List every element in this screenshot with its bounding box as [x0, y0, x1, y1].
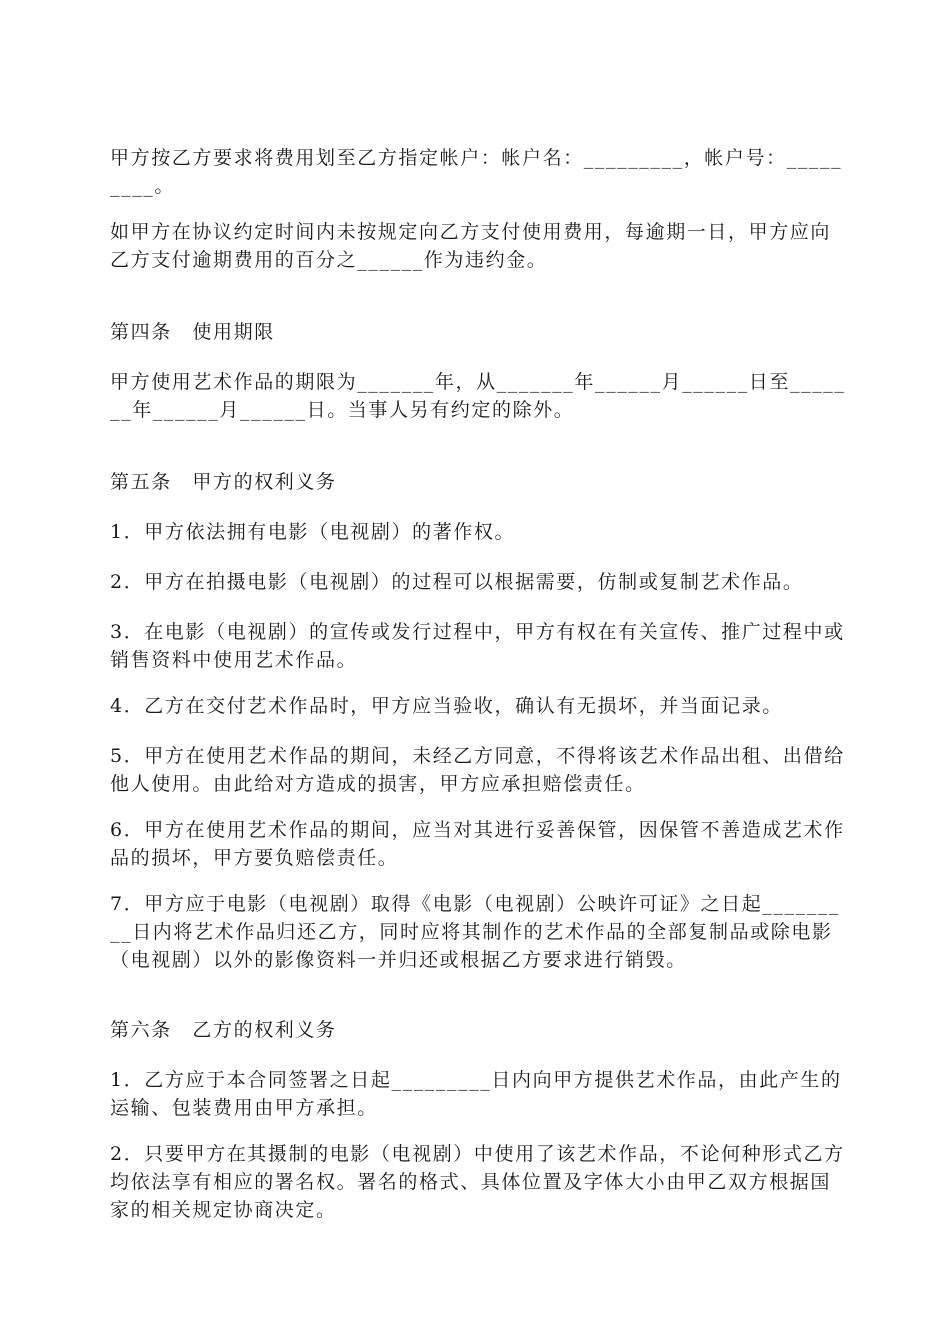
article-5-item-3: 3．在电影（电视剧）的宣传或发行过程中，甲方有权在有关宣传、推广过程中或销售资料中使用艺术作品。 — [110, 621, 845, 671]
article-5-item-5: 5．甲方在使用艺术作品的期间，未经乙方同意，不得将该艺术作品出租、出借给他人使用。由此给对方造成的损害，甲方应承担赔偿责任。 — [110, 745, 845, 795]
article-5-item-1: 1．甲方依法拥有电影（电视剧）的著作权。 — [110, 521, 516, 543]
payment-account-paragraph: 甲方按乙方要求将费用划至乙方指定帐户：帐户名：_________，帐户号：_________。 — [110, 147, 843, 197]
article-5-heading: 第五条 甲方的权利义务 — [110, 471, 337, 493]
article-5-item-6: 6．甲方在使用艺术作品的期间，应当对其进行妥善保管，因保管不善造成艺术作品的损坏，甲方要负赔偿责任。 — [110, 819, 845, 869]
article-6-item-2: 2．只要甲方在其摄制的电影（电视剧）中使用了该艺术作品，不论何种形式乙方均依法享有相应的署名权。署名的格式、具体位置及字体大小由甲乙双方根据国家的相关规定协商决定。 — [110, 1143, 845, 1221]
late-penalty-paragraph: 如甲方在协议约定时间内未按规定向乙方支付使用费用，每逾期一日，甲方应向乙方支付逾期费用的百分之______作为违约金。 — [110, 221, 832, 271]
article-5-item-4: 4．乙方在交付艺术作品时，甲方应当验收，确认有无损坏，并当面记录。 — [110, 695, 783, 717]
article-5-item-2: 2．甲方在拍摄电影（电视剧）的过程可以根据需要，仿制或复制艺术作品。 — [110, 571, 804, 593]
article-6-heading: 第六条 乙方的权利义务 — [110, 1019, 337, 1041]
article-5-item-7: 7．甲方应于电影（电视剧）取得《电影（电视剧）公映许可证》之日起_________日内将艺术作品归还乙方，同时应将其制作的艺术作品的全部复制品或除电影（电视剧）以外的影像资料一并归还或根据乙方要求进行销毁。 — [110, 893, 840, 971]
article-6-item-1: 1．乙方应于本合同签署之日起_________日内向甲方提供艺术作品，由此产生的运输、包装费用由甲方承担。 — [110, 1069, 842, 1119]
usage-period-paragraph: 甲方使用艺术作品的期限为_______年，从_______年______月______日至_______年______月______日。当事人另有约定的除外。 — [110, 371, 846, 421]
article-4-heading: 第四条 使用期限 — [110, 321, 275, 343]
